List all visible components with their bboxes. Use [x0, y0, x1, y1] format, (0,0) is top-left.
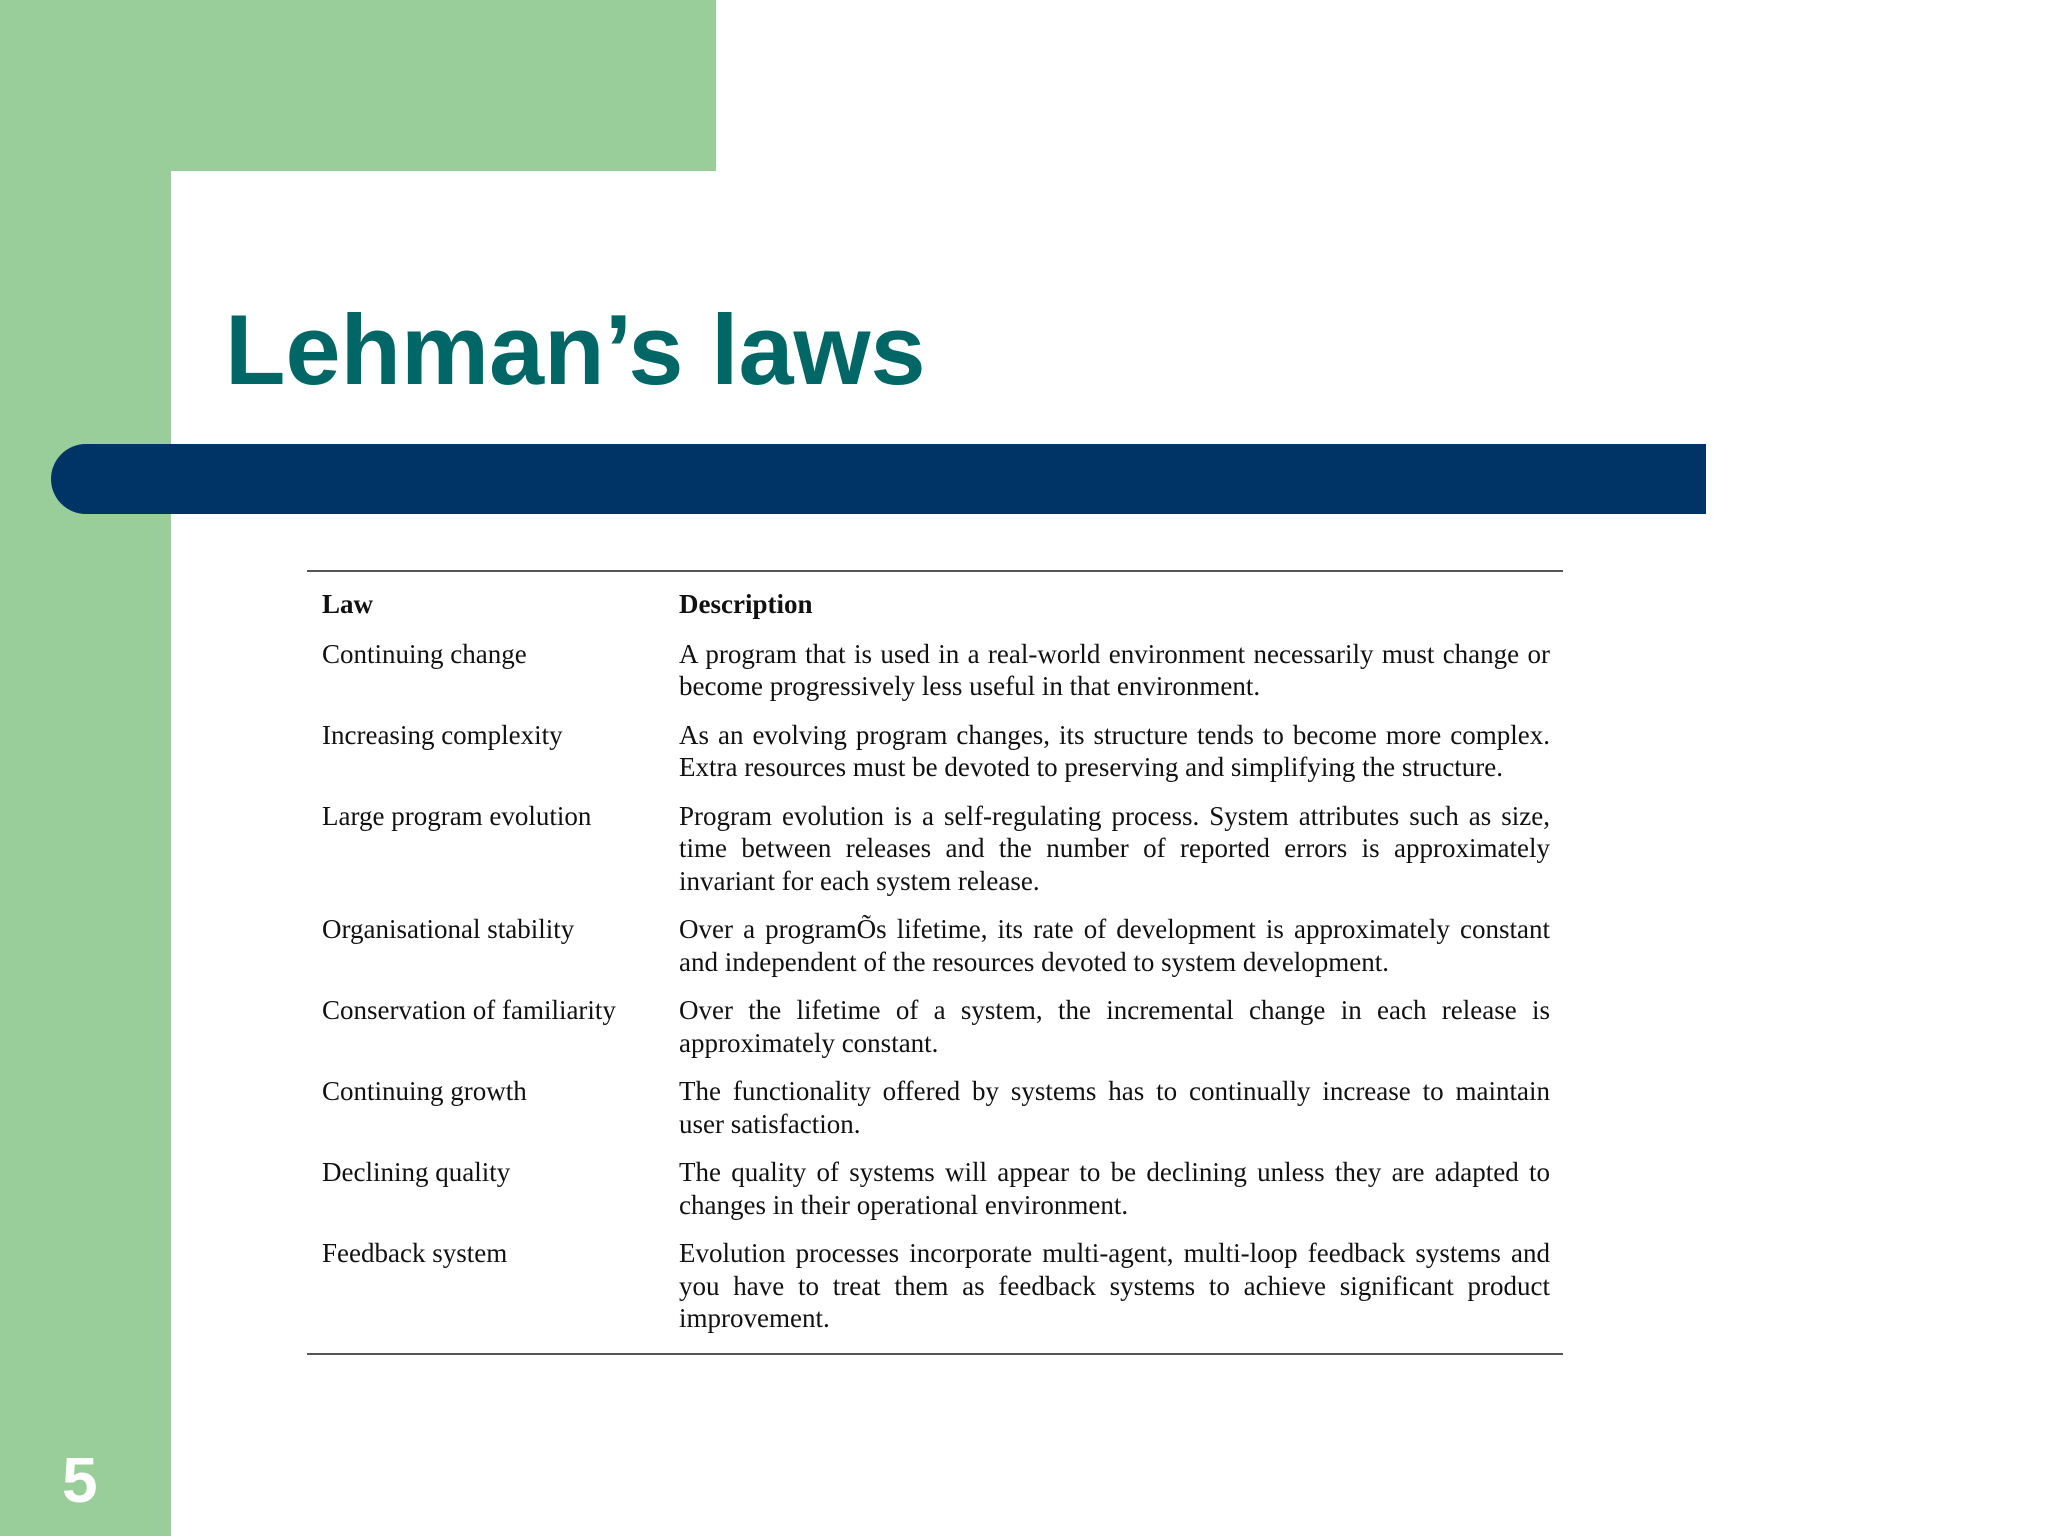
- law-description: Over a programÕs lifetime, its rate of development is approximately constant and independent of the resources devoted to system development.: [679, 914, 1550, 977]
- header-law: Law: [322, 589, 374, 619]
- lehman-laws-table: [307, 570, 1563, 1355]
- background-green-sidebar: [0, 0, 171, 1536]
- table-row: [307, 1075, 1563, 1156]
- table-header-row: [307, 571, 1563, 638]
- law-name: Organisational stability: [322, 914, 575, 944]
- background-green-top-block: [0, 0, 716, 171]
- law-description: Evolution processes incorporate multi-agent, multi-loop feedback systems and you have to treat them as feedback systems to achieve significant product improvement.: [679, 1238, 1550, 1333]
- law-description: A program that is used in a real-world environment necessarily must change or become progressively less useful in that environment.: [679, 638, 1550, 701]
- slide-title: Lehman’s laws: [225, 294, 926, 405]
- title-underline-bar: [51, 444, 1706, 514]
- table-row: [307, 719, 1563, 800]
- table-row: [307, 1156, 1563, 1237]
- table-row: [307, 1237, 1563, 1354]
- law-name: Declining quality: [322, 1157, 511, 1187]
- law-name: Feedback system: [322, 1238, 508, 1268]
- table-row: [307, 994, 1563, 1075]
- law-description: As an evolving program changes, its structure tends to become more complex. Extra resources must be devoted to preserving and simplifying the structure.: [679, 719, 1550, 782]
- table-row: [307, 913, 1563, 994]
- table-row: [307, 800, 1563, 914]
- law-name: Continuing growth: [322, 1076, 527, 1106]
- law-name: Increasing complexity: [322, 719, 563, 750]
- law-name: Continuing change: [322, 638, 527, 669]
- law-name: Large program evolution: [322, 800, 592, 831]
- law-description: The quality of systems will appear to be declining unless they are adapted to changes in their operational environment.: [679, 1157, 1550, 1220]
- header-description: Description: [679, 589, 813, 619]
- law-description: Program evolution is a self-regulating process. System attributes such as size, time between releases and the number of reported errors is approximately invariant for each system release.: [679, 800, 1550, 896]
- table-row: [307, 638, 1563, 719]
- law-name: Conservation of familiarity: [322, 995, 616, 1025]
- slide-number: 5: [62, 1444, 98, 1516]
- law-description: Over the lifetime of a system, the incremental change in each release is approximately constant.: [679, 995, 1550, 1058]
- law-description: The functionality offered by systems has to continually increase to maintain user satisfaction.: [679, 1076, 1550, 1139]
